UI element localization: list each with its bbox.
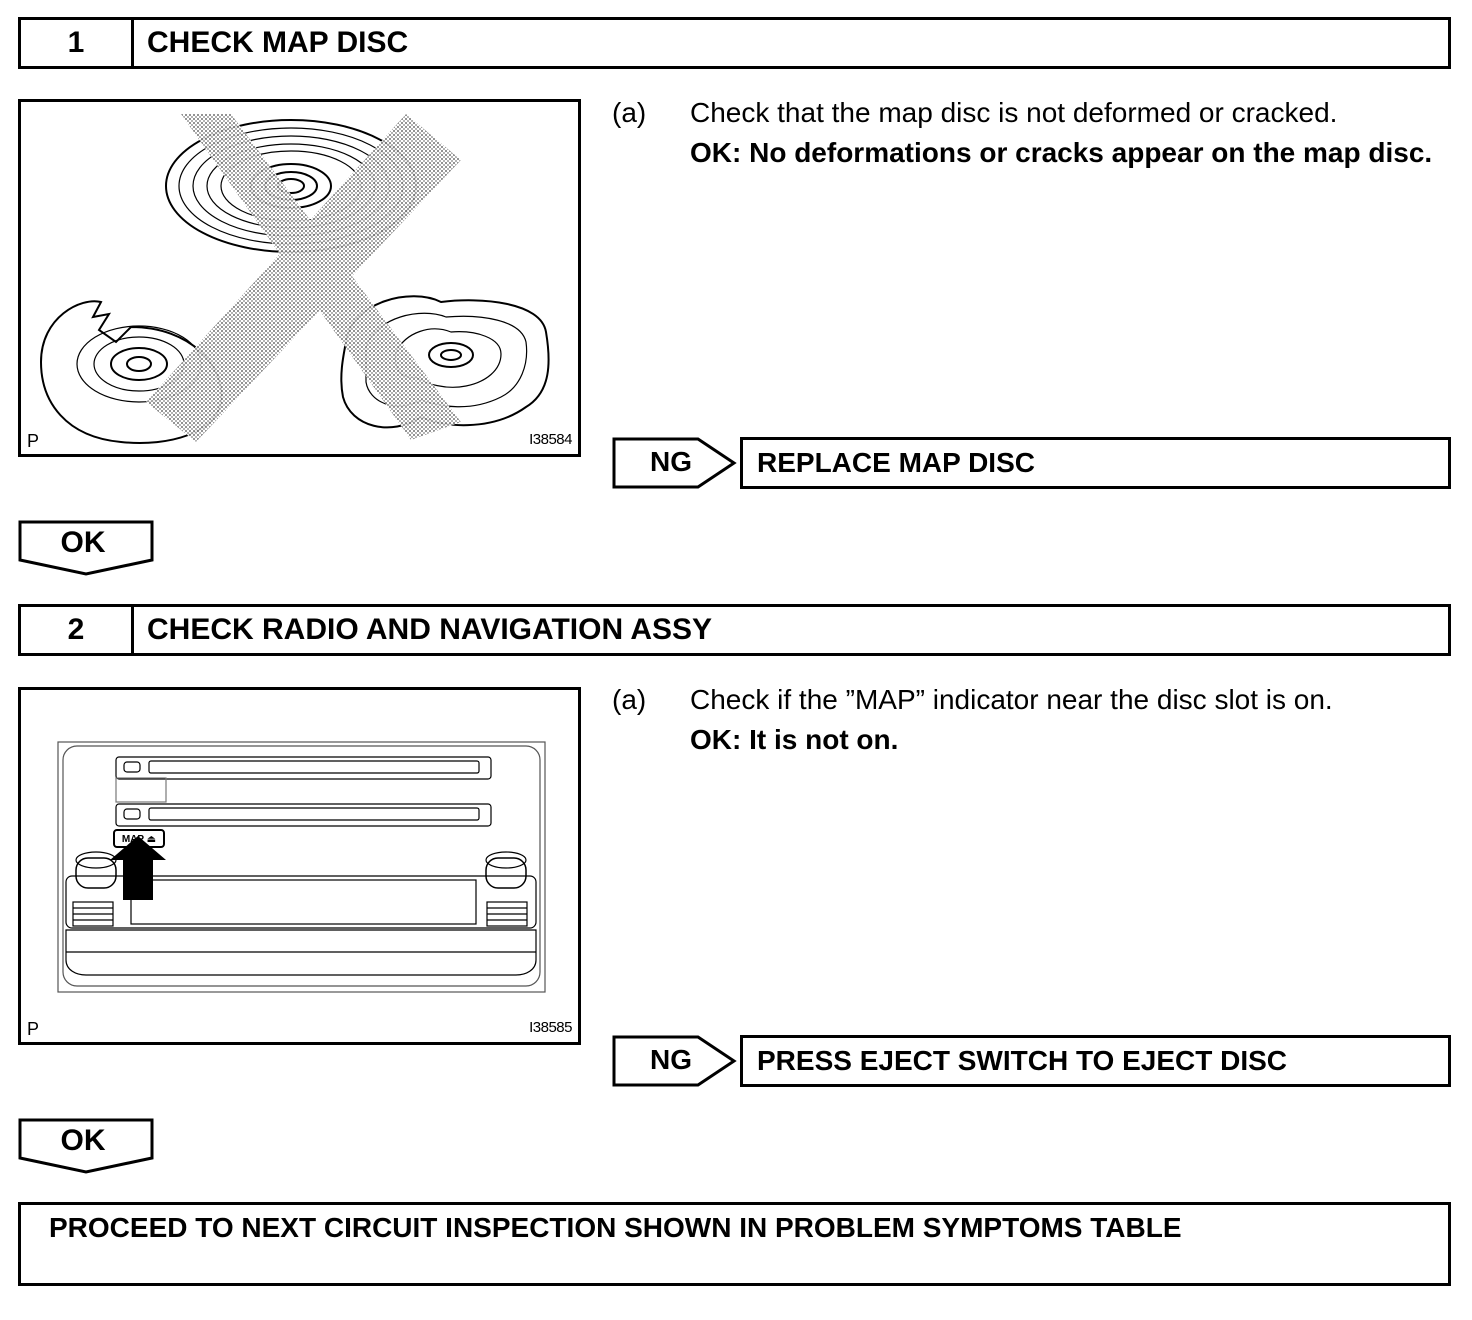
ng-action-2: PRESS EJECT SWITCH TO EJECT DISC [740, 1035, 1451, 1087]
ng-label: NG [650, 1044, 692, 1075]
ok-arrow-1 [18, 520, 156, 576]
final-action-box: PROCEED TO NEXT CIRCUIT INSPECTION SHOWN IN PROBLEM SYMPTOMS TABLE [18, 1202, 1451, 1286]
radio-nav-figure [18, 687, 581, 1045]
ok-label: OK [60, 1124, 106, 1157]
step-number: 1 [21, 20, 134, 66]
ng-arrow-1 [612, 437, 738, 489]
step-number: 2 [21, 607, 134, 653]
ng-action-1: REPLACE MAP DISC [740, 437, 1451, 489]
instruction-text: Check that the map disc is not deformed or cracked. [690, 97, 1338, 128]
instruction-label: (a) [612, 684, 647, 715]
map-disc-figure [18, 99, 581, 457]
ng-arrow-2 [612, 1035, 738, 1087]
step-1-instruction [612, 93, 1452, 223]
step-title: CHECK MAP DISC [147, 26, 409, 59]
damaged-disc-illustration [21, 102, 578, 454]
figure-code: I38585 [529, 1019, 572, 1036]
ok-condition: OK: It is not on. [690, 724, 899, 755]
ok-condition: OK: No deformations or cracks appear on the map disc. [690, 137, 1433, 168]
figure-code: I38584 [529, 431, 572, 448]
ng-label: NG [650, 446, 692, 477]
radio-navigation-unit-illustration [21, 690, 578, 1042]
figure-corner-label: P [27, 1019, 40, 1039]
ok-label: OK [60, 526, 106, 559]
step-2-header [18, 604, 1451, 656]
ok-arrow-2 [18, 1118, 156, 1174]
figure-corner-label: P [27, 431, 40, 451]
map-button-label: MAP ⏏ [121, 834, 157, 845]
step-1-header [18, 17, 1451, 69]
step-2-instruction [612, 680, 1452, 770]
instruction-text: Check if the ”MAP” indicator near the disc slot is on. [690, 684, 1333, 715]
instruction-label: (a) [612, 97, 647, 128]
step-title: CHECK RADIO AND NAVIGATION ASSY [147, 613, 713, 646]
